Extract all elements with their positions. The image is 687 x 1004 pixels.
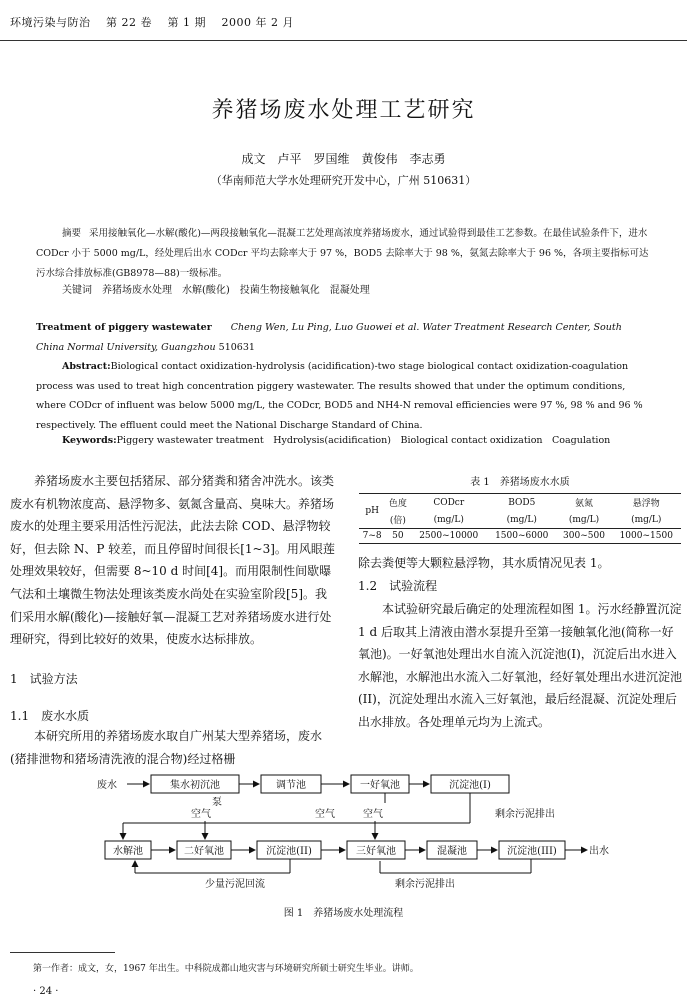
header-rule: [0, 40, 687, 41]
flow-box-label: 沉淀池(II): [266, 846, 312, 857]
cn-keywords: 关键词 养猪场废水处理 水解(酸化) 投菌生物接触氧化 混凝处理: [62, 285, 370, 296]
flow-air-label: 空气: [363, 809, 383, 820]
section-1-1-heading: 1.1 废水水质: [10, 709, 90, 723]
paper-title: 养猪场废水处理工艺研究: [211, 98, 476, 123]
table-header: CODcr: [433, 497, 465, 508]
table-header: 悬浮物: [632, 499, 660, 509]
section-1-heading: 1 试验方法: [10, 672, 78, 686]
figure-caption: 图 1 养猪场废水处理流程: [283, 908, 404, 919]
en-abstract: Abstract:Biological contact oxidization-hydrolysis (acidification)-two stage biological contact oxidization-coagulation process was used to treat high concentration piggery wastewater. The results showed that under the optimum conditions, where CODcr of influent was below 5000 mg/L, the CODcr, BOD5 and NH4-N removal efficiencies were 97 %, 98 % and 96 % respectively. The effluent could meet the National Discharge Standard of China.: [36, 361, 643, 431]
flow-input-label: 废水: [97, 780, 117, 791]
flow-sludge-label: 剩余污泥排出: [395, 879, 455, 890]
section-1-2-paragraph: 本试验研究最后确定的处理流程如图 1。污水经静置沉淀 1 d 后取其上清液由潜水泵提升至第一接触氧化池(简称一好氧池)。一好氧池处理出水自流入沉淀池(I)，沉淀后出水进入水解池，水解池出水流入二好氧池，经好氧处理出水进沉淀池(II)，沉淀处理出水流入三好氧池，最后经混凝、沉淀处理后出水排放。各处理单元均为上流式。: [358, 602, 683, 729]
table-unit: (mg/L): [631, 514, 662, 525]
table-header: 色度: [388, 499, 407, 509]
flow-pump-label: 泵: [212, 797, 222, 808]
table-followup: 除去粪便等大颗粒悬浮物，其水质情况见表 1。: [358, 556, 610, 570]
flow-return-label: 少量污泥回流: [205, 879, 265, 890]
flow-box-label: 混凝池: [437, 846, 467, 857]
cn-abstract: 摘要 采用接触氧化—水解(酸化)—两段接触氧化—混凝工艺处理高浓度养猪场废水，通过试验得到最佳工艺参数。在最佳试验条件下，进水 CODcr 小于 5000 mg/L，经处理后出水 CODcr 平均去除率大于 97 %，BOD5 去除率大于 98 %，氨氮去除率大于 96 %，各项主要指标可达污水综合排放标准(GB8978—88)一级标准。: [36, 228, 649, 279]
table-unit: (mg/L): [568, 514, 600, 525]
flow-sludge-label: 剩余污泥排出: [495, 809, 555, 820]
table-header: pH: [365, 506, 379, 516]
flow-box-label: 沉淀池(III): [507, 846, 557, 857]
section-1-1-paragraph: 本研究所用的养猪场废水取自广州某大型养猪场，废水(猪排泄物和猪场清洗液的混合物)经过格栅: [10, 729, 323, 766]
table-cell: 300~500: [563, 531, 605, 541]
en-keywords: Keywords:Piggery wastewater treatment Hydrolysis(acidification) Biological contact oxidization Coagulation: [62, 435, 611, 446]
intro-paragraph: 养猪场废水主要包括猪尿、部分猪粪和猪舍冲洗水。该类废水有机物浓度高、悬浮物多、氨氮含量高、臭味大。养猪场废水的处理主要采用活性污泥法，此法去除 COD、悬浮物较好，但去除 N、P 较差，而且停留时间很长[1~3]。用风眼莲处理效果较好，但需要 8~10 d 时间[4]。而用限制性间歇曝气法和土壤微生物法处理该类废水尚处在实验室阶段[5]。我们采用水解(酸化)—接触好氧—混凝工艺对养猪场废水进行处理研究，得到比较好的效果，使废水达标排放。: [10, 474, 335, 647]
table-unit: (mg/L): [506, 514, 537, 525]
table-cell: 50: [392, 531, 404, 541]
flow-box-label: 水解池: [113, 846, 143, 857]
flow-box-label: 沉淀池(I): [449, 780, 491, 791]
flow-box-label: 调节池: [276, 780, 306, 791]
table-cell: 2500~10000: [419, 531, 479, 541]
flow-air-label: 空气: [191, 809, 211, 820]
page-number: · 24 ·: [33, 986, 59, 997]
flow-air-label: 空气: [315, 809, 335, 820]
table-caption: 表 1 养猪场废水水质: [470, 477, 570, 488]
table-unit: (mg/L): [433, 514, 464, 525]
authors: 成文 卢平 罗国维 黄俊伟 李志勇: [241, 152, 446, 166]
flow-box-label: 二好氧池: [184, 846, 224, 857]
en-title-block: Treatment of piggery wastewater Cheng Wen, Lu Ping, Luo Guowei et al. Water Treatment Research Center, South China Normal University, Guangzhou 510631: [36, 322, 622, 353]
flow-box-label: 三好氧池: [356, 846, 396, 857]
flow-box-label: 一好氧池: [360, 780, 400, 791]
affiliation: （华南师范大学水处理研究开发中心，广州 510631）: [210, 174, 477, 187]
footnote: 第一作者：成文，女，1967 年出生。中科院成都山地灾害与环境研究所硕士研究生毕业。讲师。: [33, 964, 419, 974]
table-cell: 1000~1500: [619, 531, 673, 541]
footnote-rule: [10, 952, 115, 953]
flow-output-label: 出水: [589, 846, 609, 857]
journal-header: 环境污染与防治 第 22 卷 第 1 期 2000 年 2 月: [10, 16, 294, 29]
table-unit: (倍): [389, 516, 406, 526]
table-cell: 1500~6000: [495, 531, 549, 541]
table-header: 氨氮: [574, 499, 593, 509]
process-flow-diagram: [95, 765, 635, 895]
table-header: BOD5: [508, 497, 536, 508]
water-quality-table: [359, 493, 681, 544]
table-cell: 7~8: [362, 531, 382, 541]
section-1-2-heading: 1.2 试验流程: [358, 579, 438, 593]
flow-box-label: 集水初沉池: [170, 780, 220, 791]
